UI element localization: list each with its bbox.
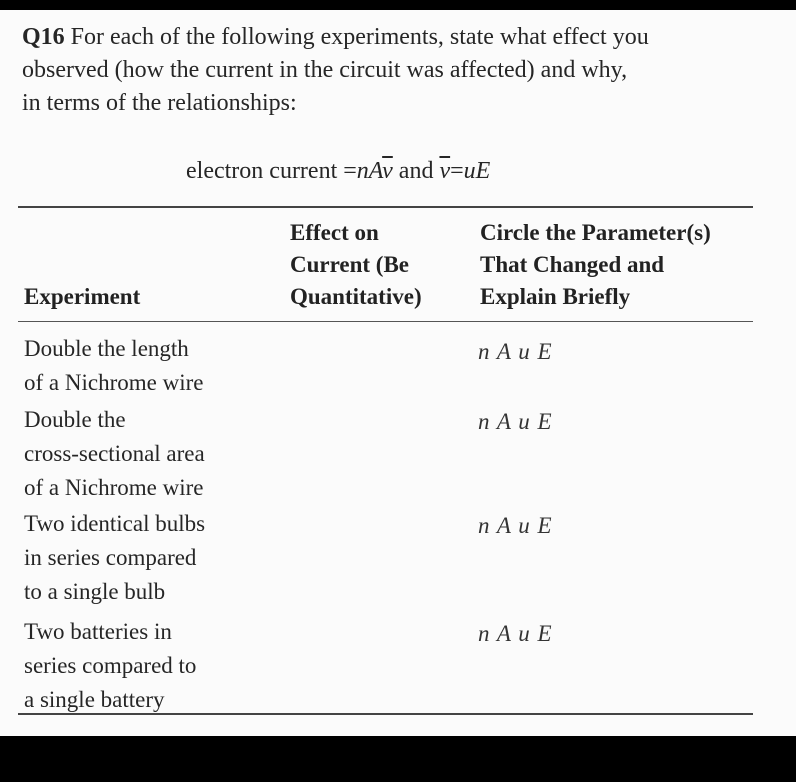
header-effect-line-2: Current (Be bbox=[290, 252, 410, 277]
question-number: Q16 bbox=[22, 24, 65, 50]
header-effect-line-3: Quantitative) bbox=[290, 284, 422, 309]
row-3-line-2: in series compared bbox=[24, 545, 197, 570]
header-parameter bbox=[480, 217, 711, 313]
row-2-line-1: Double the bbox=[24, 407, 126, 432]
row-2-line-3: of a Nichrome wire bbox=[24, 475, 204, 500]
question-text bbox=[22, 21, 772, 120]
row-3-line-3: to a single bulb bbox=[24, 579, 166, 604]
row-1-line-1: Double the length bbox=[24, 336, 189, 361]
table-top-rule bbox=[18, 206, 753, 208]
question-line-3: in terms of the relationships: bbox=[22, 90, 297, 116]
row-4-experiment bbox=[24, 615, 196, 717]
row-4-params[interactable]: n A u E bbox=[478, 621, 553, 646]
row-3-experiment bbox=[24, 507, 205, 609]
formula-equals-1: = bbox=[343, 158, 357, 184]
row-1-line-2: of a Nichrome wire bbox=[24, 370, 204, 395]
table-bottom-rule bbox=[18, 713, 753, 715]
header-effect-line-1: Effect on bbox=[290, 220, 379, 245]
question-line-2: observed (how the current in the circuit was affected) and why, bbox=[22, 57, 628, 83]
row-3-line-1: Two identical bulbs bbox=[24, 511, 206, 536]
row-1-experiment bbox=[24, 332, 203, 400]
row-1-params[interactable]: n A u E bbox=[478, 339, 553, 364]
row-2-params[interactable]: n A u E bbox=[478, 409, 553, 434]
row-3-params[interactable]: n A u E bbox=[478, 513, 553, 538]
row-4-line-1: Two batteries in bbox=[24, 619, 172, 644]
formula-vbar-1: $\overline{v}$ bbox=[382, 158, 393, 184]
bottom-black-bar bbox=[0, 736, 796, 782]
formula-equals-2: = bbox=[450, 158, 464, 184]
row-4-line-3: a single battery bbox=[24, 687, 165, 712]
header-param-line-2: That Changed and bbox=[480, 252, 665, 277]
row-4-line-2: series compared to bbox=[24, 653, 197, 678]
formula-expr-2: uE bbox=[463, 158, 491, 184]
table-header-rule bbox=[18, 321, 753, 322]
formula-label: electron current bbox=[186, 158, 338, 184]
header-experiment: Experiment bbox=[24, 284, 141, 309]
formula-conjunction: and bbox=[398, 158, 434, 184]
formula-expr-1: nA bbox=[356, 158, 383, 184]
row-2-experiment bbox=[24, 403, 205, 505]
worksheet-page bbox=[0, 10, 796, 736]
relationship-formula bbox=[186, 158, 490, 185]
question-line-1: For each of the following experiments, state what effect you bbox=[70, 24, 649, 50]
header-effect bbox=[290, 217, 422, 313]
header-param-line-3: Explain Briefly bbox=[480, 284, 631, 309]
row-2-line-2: cross-sectional area bbox=[24, 441, 205, 466]
header-param-line-1: Circle the Parameter(s) bbox=[480, 220, 711, 245]
formula-vbar-2: $\overline{v}$ bbox=[439, 158, 451, 184]
